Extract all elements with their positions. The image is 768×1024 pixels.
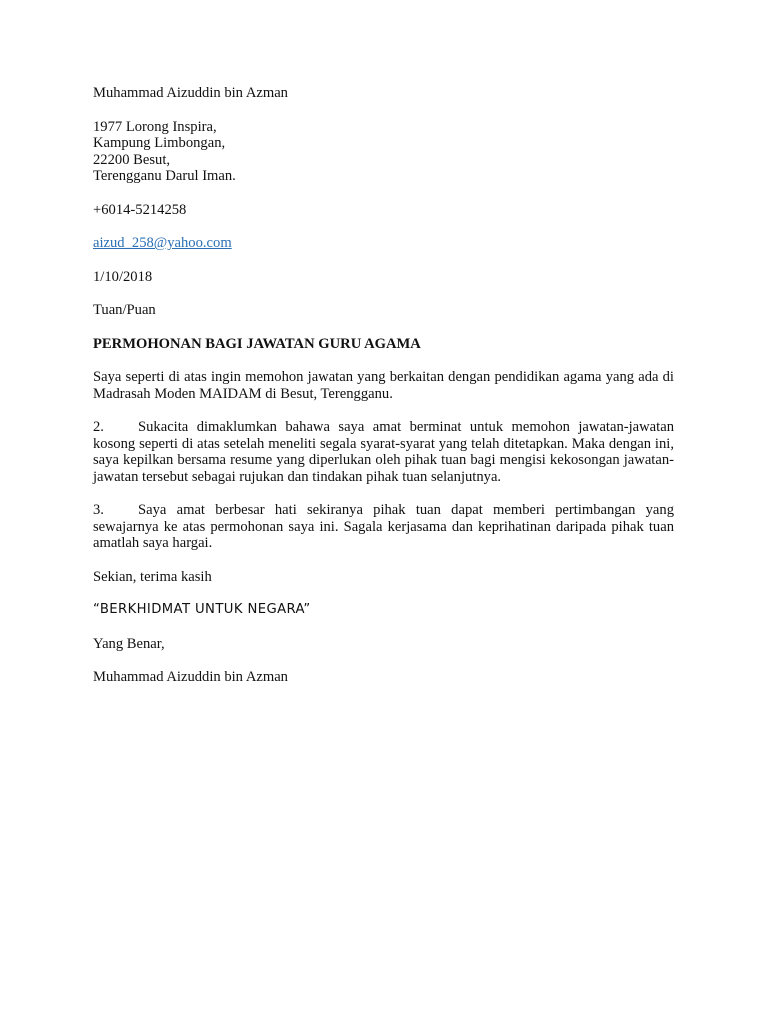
paragraph-number: 3. <box>93 502 104 518</box>
letter-subject: PERMOHONAN BAGI JAWATAN GURU AGAMA <box>93 335 421 352</box>
closing-line: Sekian, terima kasih <box>93 568 212 585</box>
paragraph-2 <box>93 419 674 485</box>
sign-off: Yang Benar, <box>93 635 165 652</box>
paragraph-3 <box>93 502 674 552</box>
paragraph-text: Saya amat berbesar hati sekiranya pihak tuan dapat memberi pertimbangan yang sewajarnya ke atas permohonan saya ini. Sagala kerjasama dan keprihatinan daripada pihak tuan amatlah saya hargai. <box>93 502 674 551</box>
letter-date: 1/10/2018 <box>93 268 153 285</box>
sender-email-row <box>93 235 674 252</box>
signature-name: Muhammad Aizuddin bin Azman <box>93 669 288 685</box>
paragraph-number: 2. <box>93 419 104 435</box>
letter-body <box>93 85 674 703</box>
paragraph-text: Saya seperti di atas ingin memohon jawatan yang berkaitan dengan pendidikan agama yang ada di Madrasah Moden MAIDAM di Besut, Terengganu. <box>93 369 674 402</box>
salutation: Tuan/Puan <box>93 302 156 318</box>
paragraph-text: Sukacita dimaklumkan bahawa saya amat berminat untuk memohon jawatan-jawatan kosong seperti di atas setelah meneliti segala syarat-syarat yang telah ditetapkan. Maka dengan ini, saya kepilkan bersama resume yang diperlukan oleh pihak tuan bagi mengisi kekosongan jawatan-jawatan tersebut sebagai rujukan dan tindakan pihak tuan selanjutnya. <box>93 419 674 485</box>
paragraph-1 <box>93 369 674 402</box>
address-line: Terengganu Darul Iman. <box>93 168 236 184</box>
sender-email-link[interactable]: aizud_258@yahoo.com <box>93 235 232 251</box>
address-line: Kampung Limbongan, <box>93 135 226 151</box>
sender-name: Muhammad Aizuddin bin Azman <box>93 85 288 101</box>
motto: “BERKHIDMAT UNTUK NEGARA” <box>93 602 311 617</box>
address-line: 22200 Besut, <box>93 151 171 168</box>
address-line: 1977 Lorong Inspira, <box>93 118 217 135</box>
sender-address <box>93 119 674 185</box>
sender-phone: +6014-5214258 <box>93 201 187 218</box>
